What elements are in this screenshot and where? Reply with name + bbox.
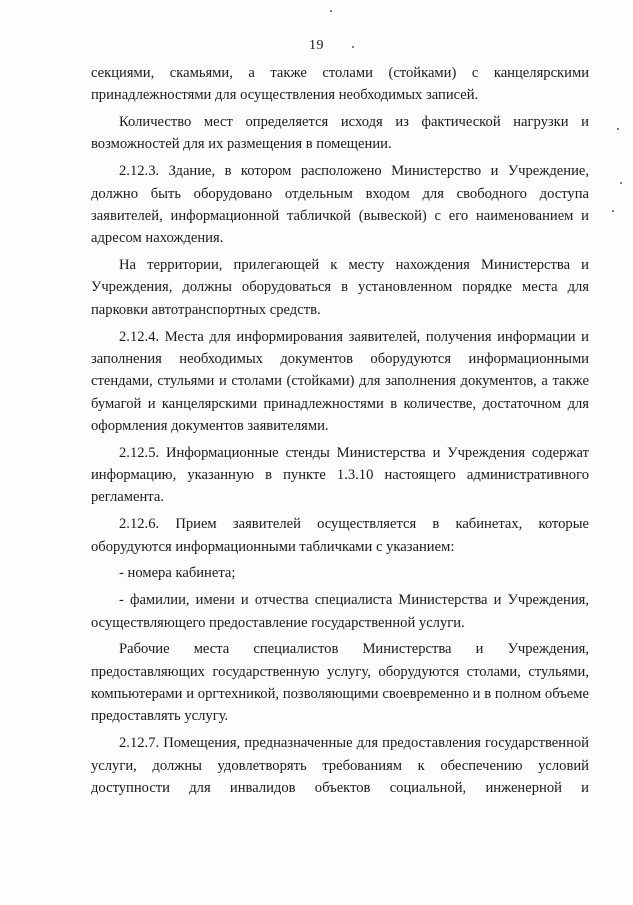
scan-speck — [612, 210, 614, 212]
paragraph: 2.12.4. Места для информирования заявителей, получения информации и заполнения необходимых документов оборудуются информационными стендами, стульями и столами (стойками) для заполнения документов, а также бумагой и канцелярскими принадлежностями в количестве, достаточном для оформления документов заявителями. — [91, 328, 589, 434]
paragraph: Количество мест определяется исходя из фактической нагрузки и возможностей для их размещения в помещении. — [91, 114, 589, 153]
body-text — [91, 62, 589, 804]
paragraph: секциями, скамьями, а также столами (стойками) с канцелярскими принадлежностями для осуществления необходимых записей. — [91, 65, 589, 104]
paragraph: 2.12.3. Здание, в котором расположено Министерство и Учреждение, должно быть оборудовано отдельным входом для свободного доступа заявителей, информационной табличкой (вывеской) с его наименованием и адресом нахождения. — [91, 163, 589, 247]
scan-speck — [620, 182, 622, 184]
paragraph: 2.12.7. Помещения, предназначенные для предоставления государственной услуги, должны удовлетворять требованиям к обеспечению условий доступности для инвалидов объектов социальной, инженерной и — [91, 735, 589, 796]
scan-speck — [617, 128, 619, 130]
list-item: - фамилии, имени и отчества специалиста Министерства и Учреждения, осуществляющего предоставление государственной услуги. — [91, 592, 589, 631]
scan-speck — [352, 46, 354, 48]
page-number: 19 — [309, 38, 324, 53]
paragraph: На территории, прилегающей к месту нахождения Министерства и Учреждения, должны оборудоваться в установленном порядке места для парковки автотранспортных средств. — [91, 257, 589, 318]
paragraph: 2.12.5. Информационные стенды Министерства и Учреждения содержат информацию, указанную в пункте 1.3.10 настоящего административного регламента. — [91, 444, 589, 506]
paragraph: Рабочие места специалистов Министерства и Учреждения, предоставляющих государственную услугу, оборудуются столами, стульями, компьютерами и оргтехникой, позволяющими своевременно и в полном объеме предоставлять услугу. — [91, 641, 589, 725]
list-item: - номера кабинета; — [119, 565, 236, 582]
scan-speck — [330, 10, 332, 12]
paragraph: 2.12.6. Прием заявителей осуществляется в кабинетах, которые оборудуются информационными табличками с указанием: — [91, 516, 589, 555]
